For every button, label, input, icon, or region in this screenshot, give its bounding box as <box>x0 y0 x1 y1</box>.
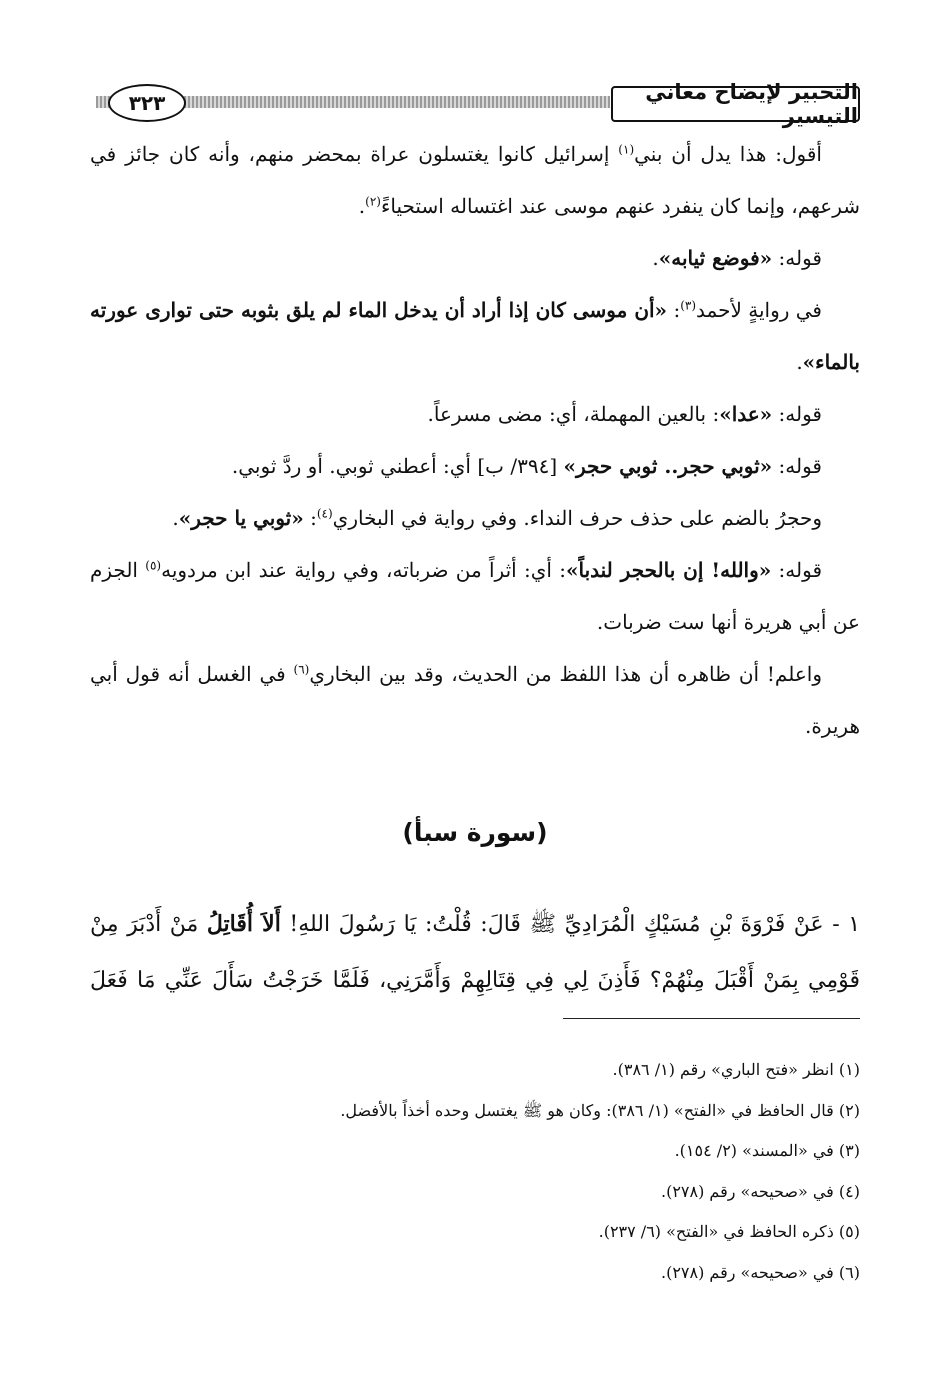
text-span: : بالعين المهملة، أي: مضى مسرعاً. <box>427 402 720 426</box>
hadith-text <box>90 896 860 1009</box>
bold-quote: «عدا» <box>719 402 773 426</box>
text-span: إسرائيل كانوا يغتسلون عراة بمحضر منهم، وأنه كان جائز في شرعهم، وإنما كان ينفرد عنهم موسى عند اغتساله استحياءً <box>90 142 860 218</box>
text-span: : <box>303 506 317 530</box>
text-span: أقول: هذا يدل أن بني <box>634 142 822 166</box>
book-title-box <box>611 80 860 128</box>
footnote-4: (٤) في «صحيحه» رقم (٢٧٨). <box>660 1181 860 1201</box>
page-number: ٣٢٣ <box>128 91 166 115</box>
paragraph-6 <box>90 492 860 544</box>
bold-phrase: أَلاَ أُقَاتِلُ <box>206 911 281 937</box>
paragraph-8 <box>90 648 860 752</box>
text-span: [٣٩٤/ ب] أي: أعطني ثوبي. أو ردَّ ثوبي. <box>231 454 564 478</box>
bold-quote: «ثوبي يا حجر» <box>178 506 304 530</box>
footnote-5: (٥) ذكره الحافظ في «الفتح» (٦/ ٢٣٧). <box>598 1222 860 1241</box>
text-span: قوله: <box>772 402 822 426</box>
text-span: . <box>172 506 179 530</box>
text-span: واعلم! أن ظاهره أن هذا اللفظ من الحديث، وقد بين البخاري <box>309 662 822 686</box>
body-text <box>90 128 860 752</box>
paragraph-3 <box>90 284 860 388</box>
section-title: (سورة سبأ) <box>402 818 548 847</box>
text-span: في الغسل أنه قول أبي هريرة. <box>90 662 860 738</box>
text-span: . <box>358 194 366 218</box>
footnote-3: (٣) في «المسند» (٢/ ١٥٤). <box>674 1141 860 1160</box>
footnote-6: (٦) في «صحيحه» رقم (٢٧٨). <box>660 1262 860 1282</box>
running-header <box>90 80 860 128</box>
text-span: قوله: <box>772 246 822 270</box>
footnote-2: (٢) قال الحافظ في «الفتح» (١/ ٣٨٦): وكان هو ﷺ يغتسل وحده أخذاً بالأفضل. <box>340 1100 860 1120</box>
text-span: الجزم عن أبي هريرة أنها ست ضربات. <box>90 558 860 634</box>
text-span: . <box>652 246 659 270</box>
page-number-badge <box>108 84 186 122</box>
paragraph-4 <box>90 388 860 440</box>
footnote-ref: (٢) <box>365 194 381 209</box>
text-span: : <box>667 298 681 322</box>
footnotes <box>90 1050 860 1293</box>
text-span: وحجرُ بالضم على حذف حرف النداء. وفي رواية في البخاري <box>332 506 822 530</box>
bold-quote: «والله! إن بالحجر لندباً» <box>565 558 772 582</box>
footnote-divider <box>563 1018 860 1019</box>
footnote-1: (١) انظر «فتح الباري» رقم (١/ ٣٨٦). <box>612 1060 860 1079</box>
text-span: في روايةٍ لأحمد <box>696 298 822 322</box>
footnote-ref: (٥) <box>145 558 162 573</box>
bold-quote: «أن موسى كان إذا أراد أن يدخل الماء لم يلق بثوبه حتى توارى عورته بالماء» <box>90 298 860 374</box>
paragraph-5 <box>90 440 860 492</box>
text-span: مَنْ أَدْبَرَ مِنْ قَوْمِي بِمَنْ أَقْبَلَ مِنْهُمْ؟ فَأَذِنَ لِي فِي قِتَالِهِمْ وَأَمَّرَنِي، فَلَمَّا خَرَجْتُ سَأَلَ عَنِّي مَا فَعَلَ <box>90 912 860 993</box>
footnote-ref: (٣) <box>680 298 697 313</box>
bold-quote: «ثوبي حجر.. ثوبي حجر» <box>563 454 773 478</box>
text-span: : أي: أثراً من ضرباته، وفي رواية عند ابن مردويه <box>161 558 566 582</box>
text-span: قوله: <box>772 454 822 478</box>
bold-quote: «فوضع ثيابه» <box>658 246 773 270</box>
footnote-ref: (٤) <box>316 506 333 521</box>
paragraph-2 <box>90 232 860 284</box>
paragraph-7 <box>90 544 860 648</box>
text-span: ١ - عَنْ فَرْوَةَ بْنِ مُسَيْكٍ الْمُرَادِيِّ ﷺ قَالَ: قُلْتُ: يَا رَسُولَ اللهِ! <box>280 912 861 937</box>
book-title: التحبير لإيضاح معاني التيسير <box>645 80 858 128</box>
footnote-ref: (٦) <box>293 662 310 677</box>
footnote-ref: (١) <box>618 142 635 157</box>
paragraph-1 <box>90 128 860 232</box>
text-span: . <box>796 350 803 374</box>
text-span: قوله: <box>771 558 823 582</box>
